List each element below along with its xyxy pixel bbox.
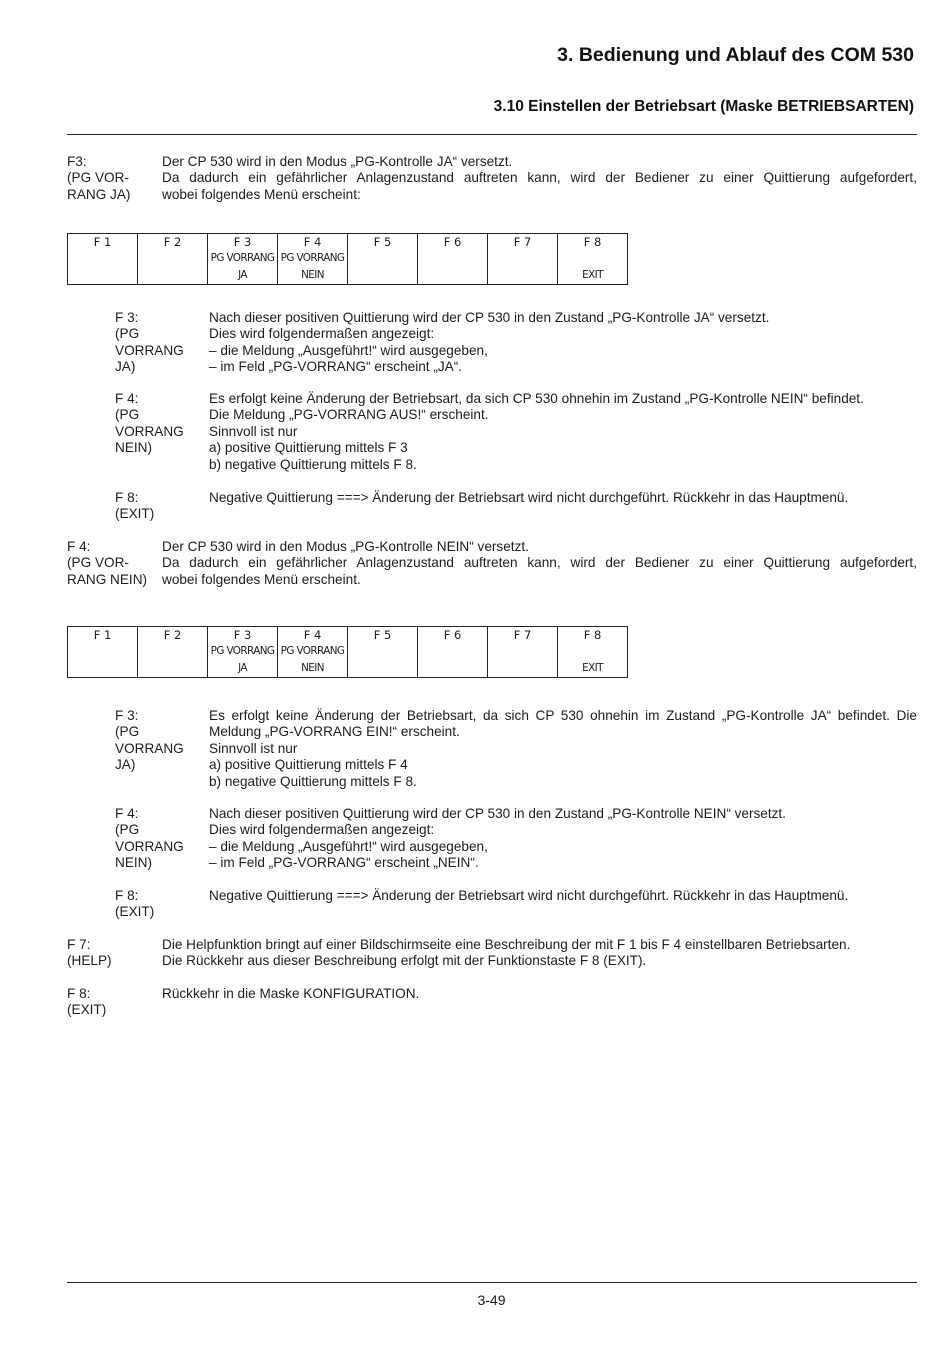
f8-label: F 8: (EXIT)	[67, 986, 107, 1018]
f8-description: Rückkehr in die Maske KONFIGURATION.	[162, 986, 420, 1001]
f4-sub-f4-description: Nach dieser positiven Quittierung wird der CP 530 in den Zustand „PG-Kontrolle NEIN“ versetzt. Dies wird folgendermaßen angezeigt: – die Meldung „Ausgeführt!“ wird ausgegeben, – im Feld „PG-VORRANG“ erscheint „NEIN“.	[209, 806, 786, 871]
header-rule	[67, 134, 917, 135]
f3-sub-f3-description: Nach dieser positiven Quittierung wird der CP 530 in den Zustand „PG-Kontrolle JA“ versetzt. Dies wird folgendermaßen angezeigt: – die Meldung „Ausgeführt!“ wird ausgegeben, – im Feld „PG-VORRANG“ erscheint „JA“.	[209, 310, 770, 375]
function-key-menu-2	[67, 626, 628, 678]
menu1-key-f8: F 8 EXIT	[558, 234, 628, 285]
menu1-key-f1: F 1	[68, 234, 138, 285]
f3-sub-f3-label: F 3: (PG VORRANG JA)	[115, 310, 184, 375]
f3-description: Der CP 530 wird in den Modus „PG-Kontrolle JA“ versetzt. Da dadurch ein gefährlicher Anlagenzustand auftreten kann, wird der Bediener zu einer Quittierung aufgefordert, wobei folgendes Menü erscheint:	[162, 154, 917, 202]
menu2-key-f1: F 1	[68, 627, 138, 678]
menu1-key-f5: F 5	[348, 234, 418, 285]
menu2-key-f4: F 4 PG VORRANG NEIN	[278, 627, 348, 678]
section-title: 3.10 Einstellen der Betriebsart (Maske BETRIEBSARTEN)	[493, 98, 914, 115]
f4-sub-f8-label: F 8: (EXIT)	[115, 888, 155, 920]
f3-sub-f4-description: Es erfolgt keine Änderung der Betriebsart, da sich CP 530 ohnehin im Zustand „PG-Kontrolle NEIN“ befindet. Die Meldung „PG-VORRANG AUS!“ erscheint. Sinnvoll ist nur a) positive Quittierung mittels F 3 b) negative Quittierung mittels F 8.	[209, 391, 864, 472]
f3-sub-f8-description: Negative Quittierung ===> Änderung der Betriebsart wird nicht durchgeführt. Rückkehr in das Hauptmenü.	[209, 490, 849, 505]
footer-rule	[67, 1282, 917, 1283]
f4-description: Der CP 530 wird in den Modus „PG-Kontrolle NEIN“ versetzt. Da dadurch ein gefährlicher Anlagenzustand auftreten kann, wird der Bediener zu einer Quittierung aufgefordert, wobei folgendes Menü erscheint.	[162, 539, 917, 587]
menu2-key-f6: F 6	[418, 627, 488, 678]
f4-label: F 4: (PG VOR- RANG NEIN)	[67, 539, 148, 587]
f4-sub-f3-description: Es erfolgt keine Änderung der Betriebsart, da sich CP 530 ohnehin im Zustand „PG-Kontrolle JA“ befindet. Die Meldung „PG-VORRANG EIN!“ erscheint. Sinnvoll ist nur a) positive Quittierung mittels F 4 b) negative Quittierung mittels F 8.	[209, 708, 917, 789]
f4-sub-f8-description: Negative Quittierung ===> Änderung der Betriebsart wird nicht durchgeführt. Rückkehr in das Hauptmenü.	[209, 888, 849, 903]
menu1-key-f6: F 6	[418, 234, 488, 285]
function-key-menu-1	[67, 233, 628, 285]
menu1-key-f2: F 2	[138, 234, 208, 285]
menu2-key-f5: F 5	[348, 627, 418, 678]
menu1-key-f7: F 7	[488, 234, 558, 285]
f7-description: Die Helpfunktion bringt auf einer Bildschirmseite eine Beschreibung der mit F 1 bis F 4 einstellbaren Betriebsarten. Die Rückkehr aus dieser Beschreibung erfolgt mit der Funktionstaste F 8 (EXIT).	[162, 937, 851, 969]
menu2-key-f3: F 3 PG VORRANG JA	[208, 627, 278, 678]
f3-sub-f4-label: F 4: (PG VORRANG NEIN)	[115, 391, 184, 456]
f3-label: F3: (PG VOR- RANG JA)	[67, 154, 131, 202]
f7-label: F 7: (HELP)	[67, 937, 112, 969]
chapter-title: 3. Bedienung und Ablauf des COM 530	[557, 44, 914, 66]
menu1-key-f3: F 3 PG VORRANG JA	[208, 234, 278, 285]
f4-sub-f3-label: F 3: (PG VORRANG JA)	[115, 708, 184, 773]
menu1-key-f4: F 4 PG VORRANG NEIN	[278, 234, 348, 285]
menu2-key-f7: F 7	[488, 627, 558, 678]
page-number: 3-49	[477, 1292, 506, 1308]
menu2-key-f8: F 8 EXIT	[558, 627, 628, 678]
menu2-key-f2: F 2	[138, 627, 208, 678]
f4-sub-f4-label: F 4: (PG VORRANG NEIN)	[115, 806, 184, 871]
f3-sub-f8-label: F 8: (EXIT)	[115, 490, 155, 522]
